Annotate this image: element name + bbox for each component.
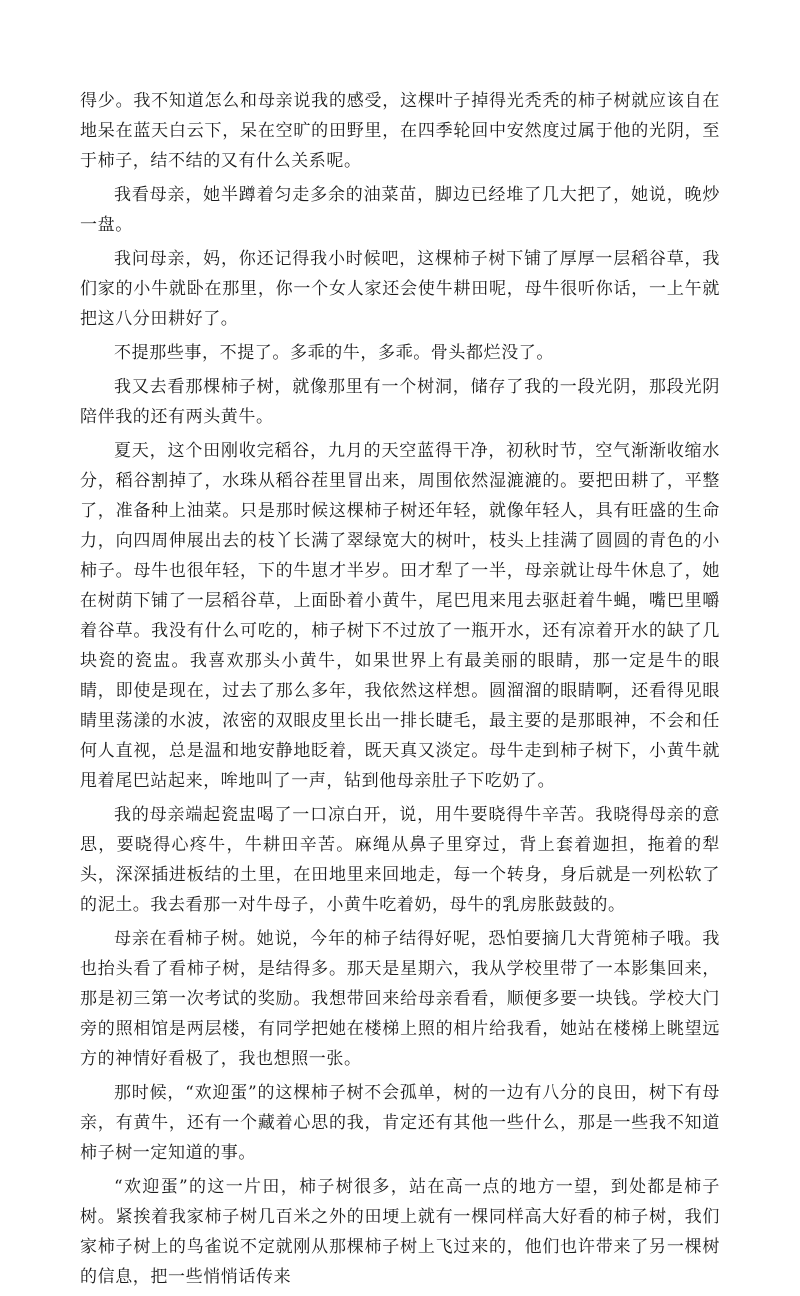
paragraph: 我问母亲，妈，你还记得我小时候吧，这棵柿子树下铺了厚厚一层稻谷草，我们家的小牛就卧在那里，你一个女人家还会使牛耕田呢，母牛很听你话，一上午就把这八分田耕好了。 <box>80 249 720 329</box>
paragraph: 我又去看那棵柿子树，就像那里有一个树洞，储存了我的一段光阴，那段光阴陪伴我的还有两头黄牛。 <box>80 377 720 427</box>
paragraph: 夏天，这个田刚收完稻谷，九月的天空蓝得干净，初秋时节，空气渐渐收缩水分，稻谷割掉了，水珠从稻谷茬里冒出来，周围依然湿漉漉的。要把田耕了，平整了，准备种上油菜。只是那时候这棵柿子树还年轻，就像年轻人，具有旺盛的生命力，向四周伸展出去的枝丫长满了翠绿宽大的树叶，枝头上挂满了圆圆的青色的小柿子。母牛也很年轻，下的牛崽才半岁。田才犁了一半，母亲就让母牛休息了，她在树荫下铺了一层稻谷草，上面卧着小黄牛，尾巴甩来甩去驱赶着牛蝇，嘴巴里嚼着谷草。我没有什么可吃的，柿子树下不过放了一瓶开水，还有凉着开水的缺了几块瓷的瓷盅。我喜欢那头小黄牛，如果世界上有最美丽的眼睛，那一定是牛的眼睛，即使是现在，过去了那么多年，我依然这样想。圆溜溜的眼睛啊，还看得见眼睛里荡漾的水波，浓密的双眼皮里长出一排长睫毛，最主要的是那眼神，不会和任何人直视，总是温和地安静地眨着，既天真又淡定。母牛走到柿子树下，小黄牛就甩着尾巴站起来，哞地叫了一声，钻到他母亲肚子下吃奶了。 <box>80 441 720 791</box>
document-page <box>80 86 720 1296</box>
paragraph: “欢迎蛋”的这一片田，柿子树很多，站在高一点的地方一望，到处都是柿子树。紧挨着我家柿子树几百米之外的田埂上就有一棵同样高大好看的柿子树，我们家柿子树上的鸟雀说不定就刚从那棵柿子树上飞过来的，他们也许带来了另一棵树的信息，把一些悄悄话传来 <box>80 1177 720 1287</box>
paragraph: 得少。我不知道怎么和母亲说我的感受，这棵叶子掉得光秃秃的柿子树就应该自在地呆在蓝天白云下，呆在空旷的田野里，在四季轮回中安然度过属于他的光阴，至于柿子，结不结的又有什么关系呢。 <box>80 91 720 171</box>
paragraph: 那时候，“欢迎蛋”的这棵柿子树不会孤单，树的一边有八分的良田，树下有母亲，有黄牛，还有一个藏着心思的我，肯定还有其他一些什么，那是一些我不知道柿子树一定知道的事。 <box>80 1083 720 1163</box>
paragraph: 我看母亲，她半蹲着匀走多余的油菜苗，脚边已经堆了几大把了，她说，晚炒一盘。 <box>80 185 720 235</box>
paragraph: 母亲在看柿子树。她说，今年的柿子结得好呢，恐怕要摘几大背篼柿子哦。我也抬头看了看柿子树，是结得多。那天是星期六，我从学校里带了一本影集回来，那是初三第一次考试的奖励。我想带回来给母亲看看，顺便多要一块钱。学校大门旁的照相馆是两层楼，有同学把她在楼梯上照的相片给我看，她站在楼梯上眺望远方的神情好看极了，我也想照一张。 <box>80 929 720 1069</box>
paragraph: 我的母亲端起瓷盅喝了一口凉白开，说，用牛要晓得牛辛苦。我晓得母亲的意思，要晓得心疼牛，牛耕田辛苦。麻绳从鼻子里穿过，背上套着迦担，拖着的犁头，深深插进板结的土里，在田地里来回地走，每一个转身，身后就是一列松软了的泥土。我去看那一对牛母子，小黄牛吃着奶，母牛的乳房胀鼓鼓的。 <box>80 805 720 915</box>
paragraph: 不提那些事，不提了。多乖的牛，多乖。骨头都烂没了。 <box>114 343 554 363</box>
